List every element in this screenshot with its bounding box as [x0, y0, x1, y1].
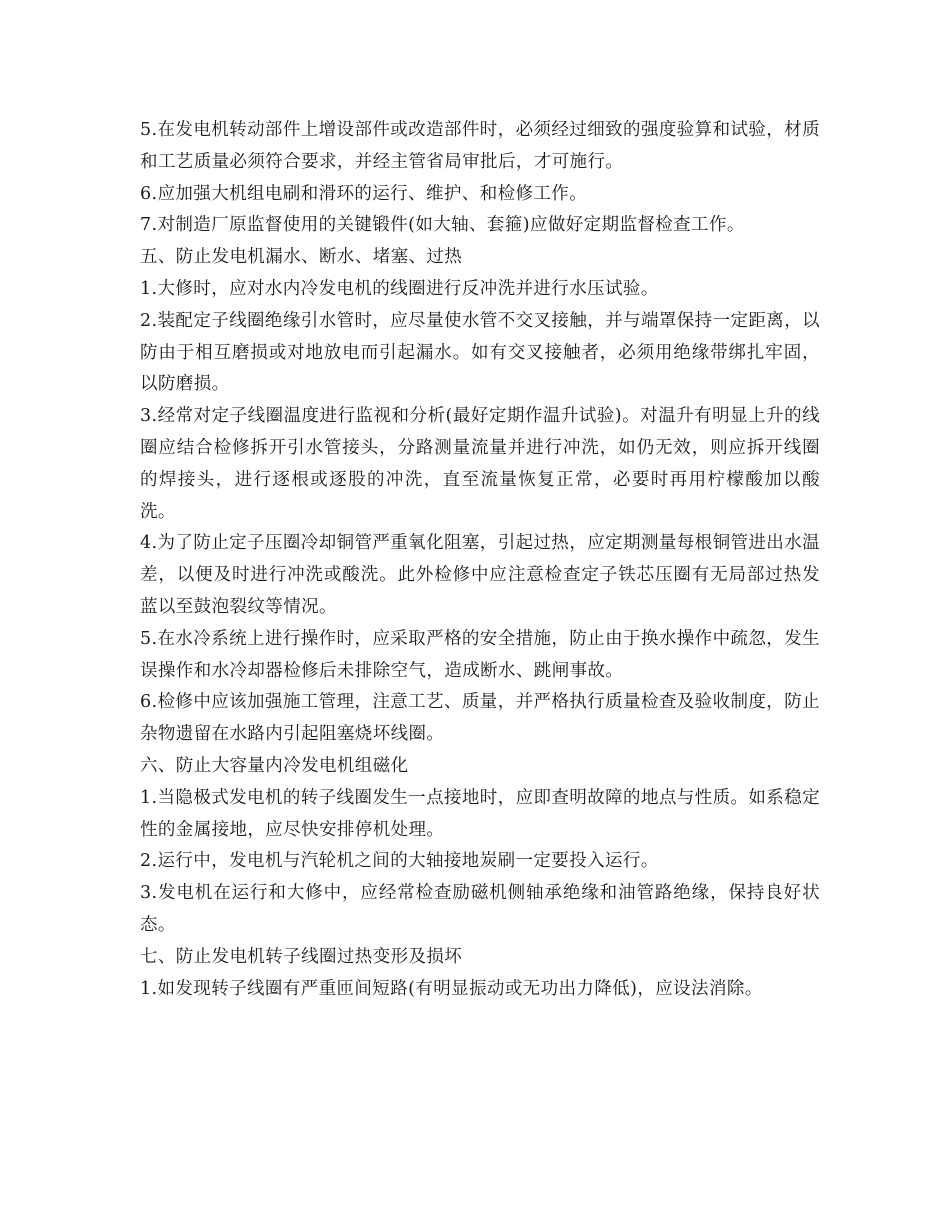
paragraph-bearing-insulation: 3.发电机在运行和大修中，应经常检查励磁机侧轴承绝缘和油管路绝缘，保持良好状态。: [140, 883, 820, 935]
paragraph-interturn-short: 1.如发现转子线圈有严重匝间短路(有明显振动或无功出力降低)，应设法消除。: [140, 978, 763, 999]
paragraph-temperature-monitoring: 3.经常对定子线圈温度进行监视和分析(最好定期作温升试验)。对温升有明显上升的线圈应结合检修拆开引水管接头，分路测量流量并进行冲洗，如仍无效，则应拆开线圈的焊接头，进行逐根或逐股的冲洗，直至流量恢复正常，必要时再用柠檬酸加以酸洗。: [140, 406, 820, 522]
section-heading-7: 七、防止发电机转子线圈过热变形及损坏: [140, 946, 463, 967]
paragraph-maintenance-management: 6.检修中应该加强施工管理，注意工艺、质量，并严格执行质量检查及验收制度，防止杂物遗留在水路内引起阻塞烧坏线圈。: [140, 692, 820, 745]
paragraph-copper-pipe-cooling: 4.为了防止定子压圈冷却铜管严重氧化阻塞，引起过热，应定期测量每根铜管进出水温差，以便及时进行冲洗或酸洗。此外检修中应注意检查定子铁芯压圈有无局部过热发蓝以至鼓泡裂纹等情况。: [140, 533, 820, 617]
section-heading-6: 六、防止大容量内冷发电机组磁化: [140, 755, 409, 776]
section-heading-5: 五、防止发电机漏水、断水、堵塞、过热: [140, 247, 463, 268]
paragraph-rotor-ground-fault: 1.当隐极式发电机的转子线圈发生一点接地时，应即查明故障的地点与性质。如系稳定性的金属接地，应尽快安排停机处理。: [140, 787, 820, 840]
paragraph-water-pipe-assembly: 2.装配定子线圈绝缘引水管时，应尽量使水管不交叉接触，并与端罩保持一定距离，以防由于相互磨损或对地放电而引起漏水。如有交叉接触者，必须用绝缘带绑扎牢固，以防磨损。: [140, 310, 820, 395]
paragraph-rotating-parts-modification: 5.在发电机转动部件上增设部件或改造部件时，必须经过细致的强度验算和试验，材质和工艺质量必须符合要求，并经主管省局审批后，才可施行。: [140, 120, 820, 172]
paragraph-backflush: 1.大修时，应对水内冷发电机的线圈进行反冲洗并进行水压试验。: [140, 278, 659, 299]
paragraph-key-forgings: 7.对制造厂原监督使用的关键锻件(如大轴、套箍)应做好定期监督检查工作。: [140, 215, 745, 236]
document-body: [140, 115, 820, 1005]
paragraph-shaft-grounding-brush: 2.运行中，发电机与汽轮机之间的大轴接地炭刷一定要投入运行。: [140, 851, 659, 872]
paragraph-water-cooling-operation: 5.在水冷系统上进行操作时，应采取严格的安全措施，防止由于换水操作中疏忽，发生误操作和水冷却器检修后未排除空气，造成断水、跳闸事故。: [140, 628, 820, 681]
paragraph-brush-slip-ring: 6.应加强大机组电刷和滑环的运行、维护、和检修工作。: [140, 183, 588, 204]
